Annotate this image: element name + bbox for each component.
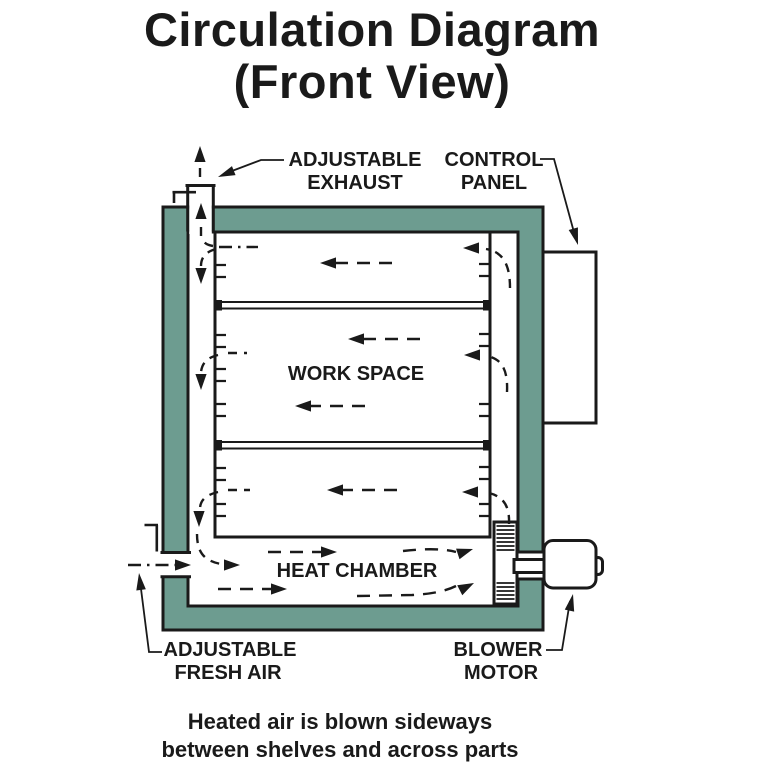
page-title-line1: Circulation Diagram	[143, 3, 601, 56]
caption-line2: between shelves and across parts	[161, 737, 519, 762]
label-work-space: WORK SPACE	[287, 363, 425, 385]
page-title-line2: (Front View)	[233, 55, 511, 108]
fresh-air-damper-handle	[145, 525, 159, 552]
control-panel-leader	[540, 159, 583, 246]
label-blower-motor-line1: BLOWER	[453, 639, 543, 661]
label-control-panel-line1: CONTROL	[444, 149, 544, 171]
motor-shaft	[514, 560, 547, 573]
label-heat-chamber: HEAT CHAMBER	[276, 560, 438, 582]
label-blower-motor-line2: MOTOR	[463, 662, 539, 684]
blower-motor-body	[544, 541, 596, 589]
label-adjustable-fresh-air-line1: ADJUSTABLE	[163, 639, 297, 661]
caption-line1: Heated air is blown sideways	[187, 709, 493, 734]
label-adjustable-exhaust-line2: EXHAUST	[307, 172, 403, 194]
label-adjustable-fresh-air-line2: FRESH AIR	[174, 662, 282, 684]
blower-motor-leader	[546, 593, 578, 650]
control-panel-box	[543, 252, 596, 423]
label-adjustable-exhaust-line1: ADJUSTABLE	[288, 149, 422, 171]
label-control-panel-line2: PANEL	[460, 172, 528, 194]
fresh-air-leader	[134, 572, 162, 652]
exhaust-leader	[216, 160, 284, 181]
